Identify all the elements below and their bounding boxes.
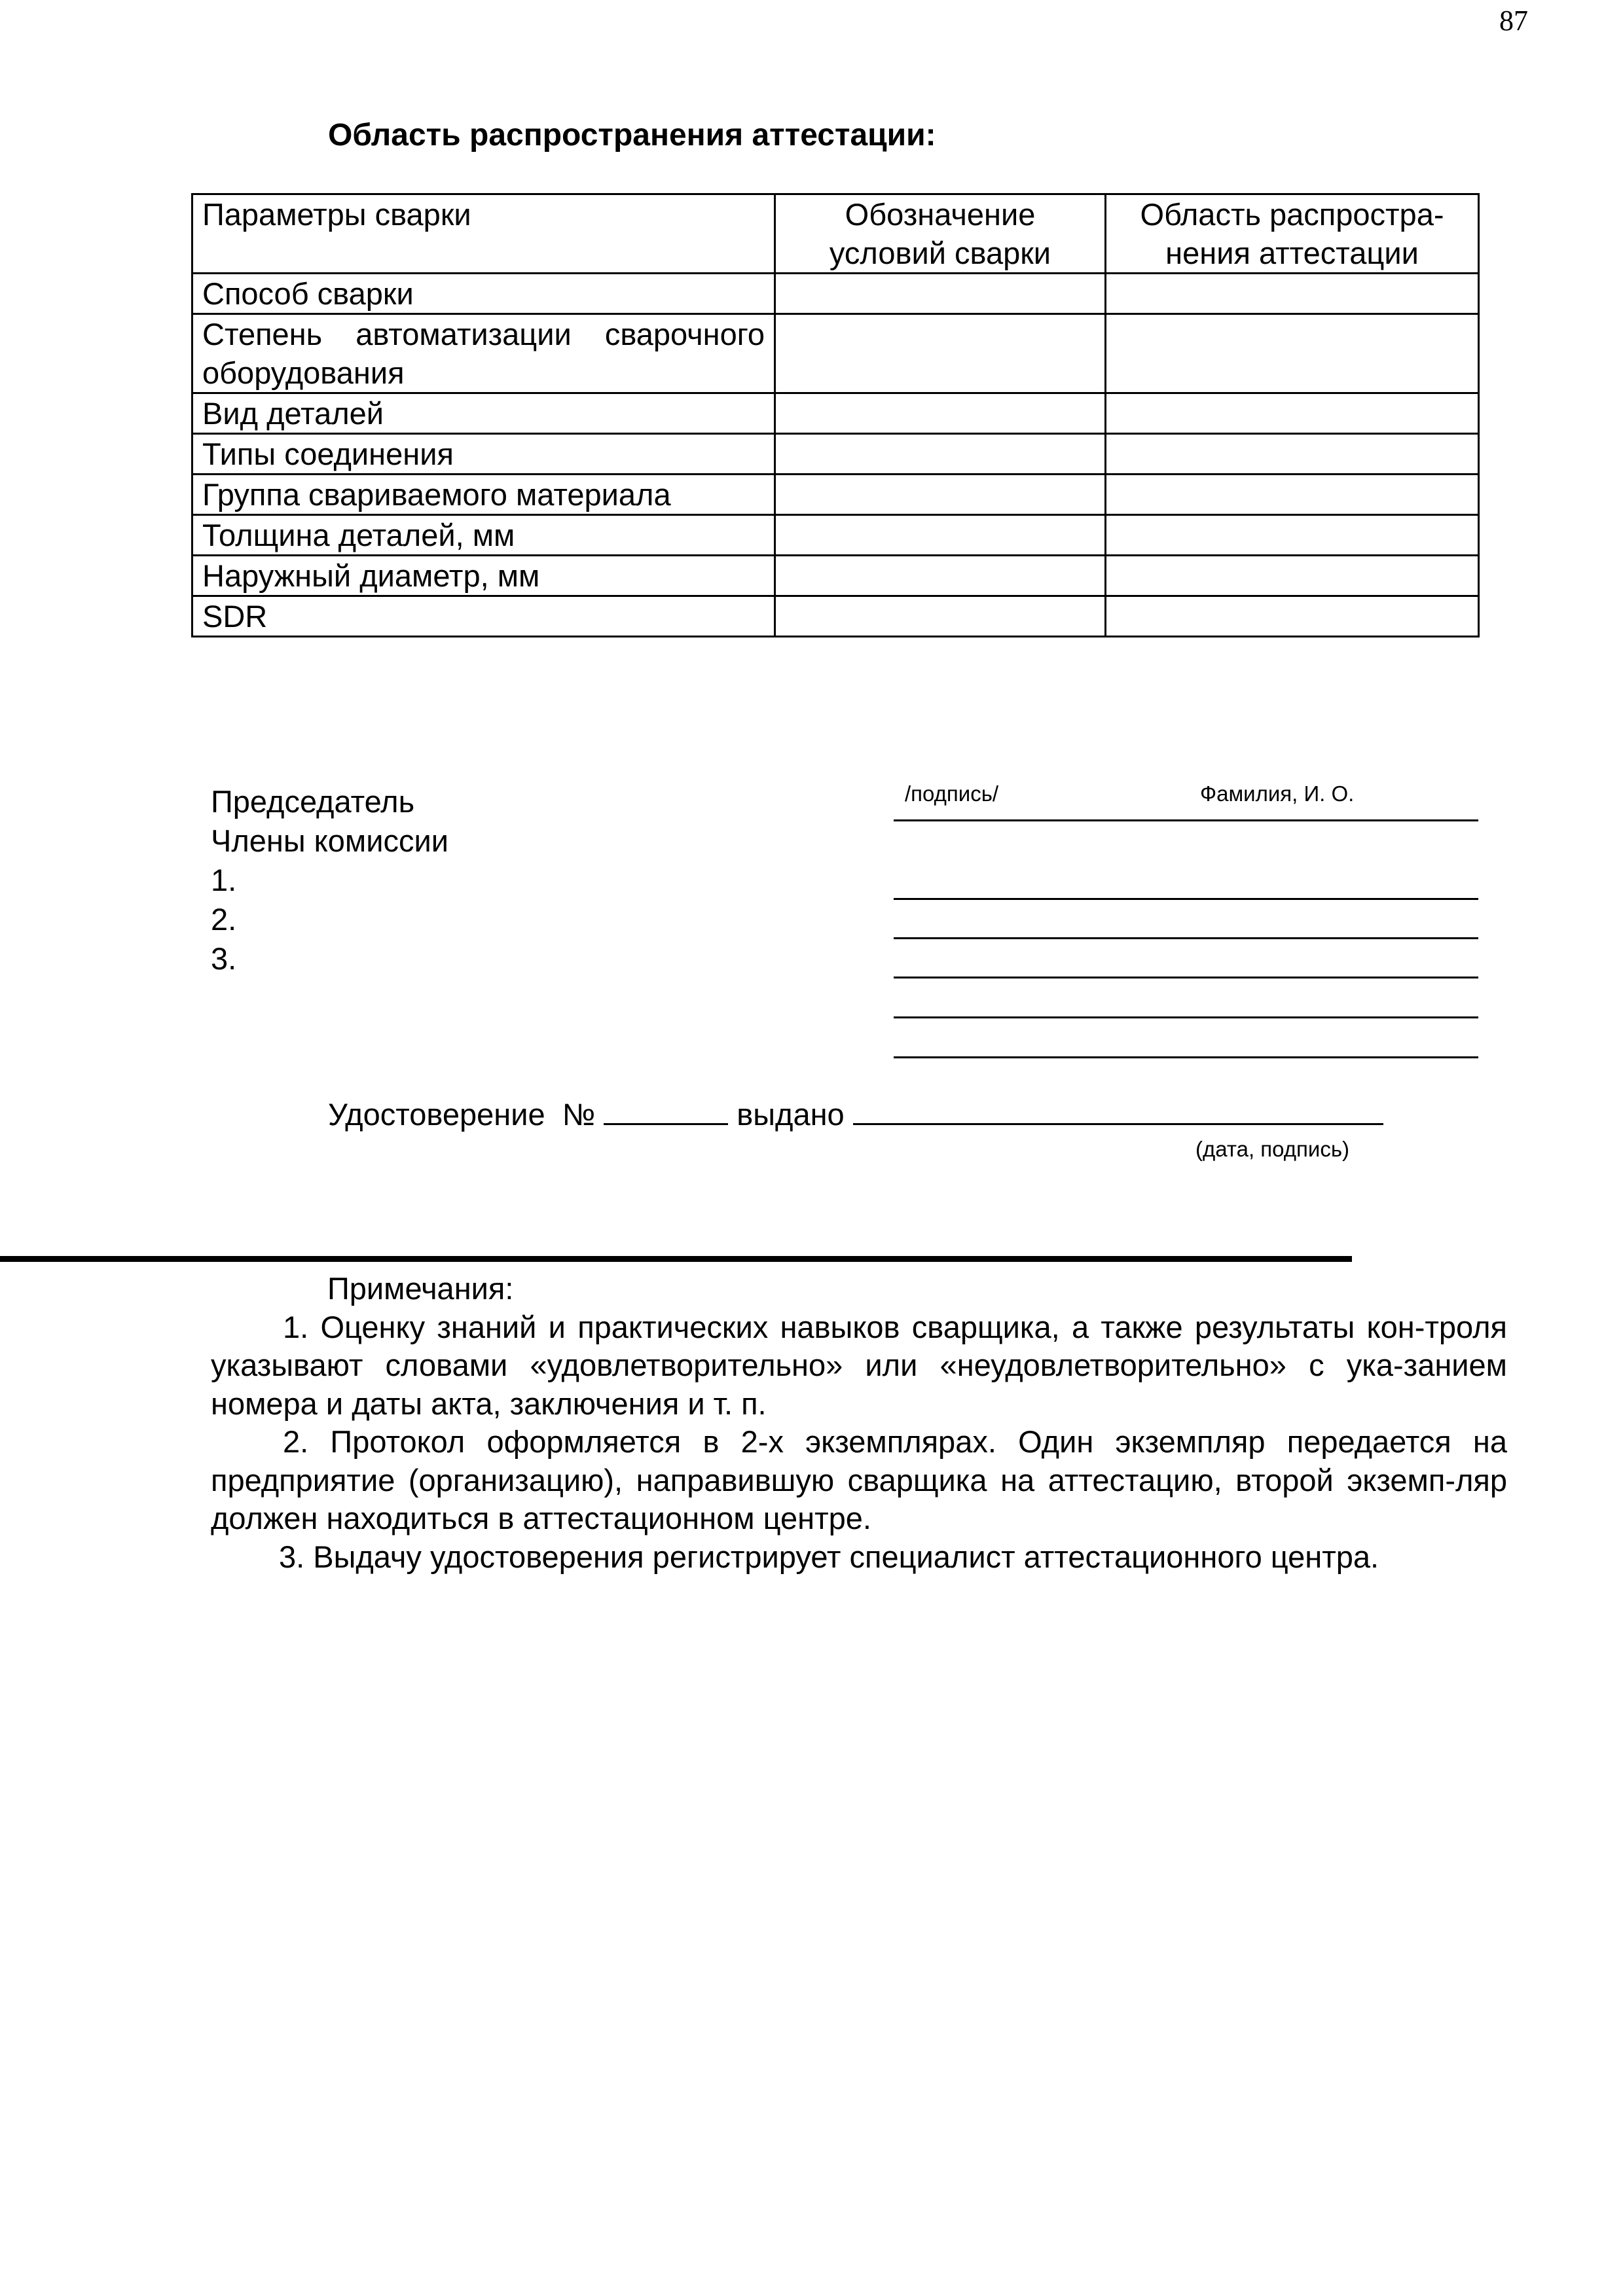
number-sign: №: [562, 1097, 596, 1132]
certificate-number-blank: [604, 1093, 728, 1125]
page-number: 87: [1499, 5, 1528, 37]
note-item-3: 3. Выдачу удостоверения регистрирует специалист аттестационного центра.: [279, 1539, 1379, 1574]
page-title: Область распространения аттестации:: [328, 118, 936, 152]
chairman-signature-line: [894, 819, 1478, 821]
designation-cell: [775, 596, 1106, 637]
scope-cell: [1106, 515, 1479, 556]
designation-cell: [775, 393, 1106, 434]
chairman-label: Председатель: [211, 784, 415, 819]
issued-blank: [853, 1093, 1383, 1125]
member-signature-line-5: [894, 1056, 1478, 1058]
header-parameters: Параметры сварки: [192, 194, 775, 274]
table-row: [192, 556, 1479, 596]
member-signature-line-2: [894, 937, 1478, 939]
member-signature-line-3: [894, 977, 1478, 978]
members-label: Члены комиссии: [211, 823, 448, 858]
designation-cell: [775, 556, 1106, 596]
designation-cell: [775, 314, 1106, 393]
table-row: [192, 434, 1479, 475]
designation-cell: [775, 475, 1106, 515]
scope-cell: [1106, 556, 1479, 596]
note-item-1: 1. Оценку знаний и практических навыков сварщика, а также результаты кон-троля указывают словами «удовлетворительно» или «неудовлетворительно» с ука-занием номера и даты акта, заключения и т. п.: [211, 1309, 1507, 1421]
table-row: [192, 515, 1479, 556]
param-name: Способ сварки: [192, 274, 775, 314]
table-row: [192, 314, 1479, 393]
signature-caption: /подпись/: [905, 781, 999, 806]
param-name: Вид деталей: [192, 393, 775, 434]
param-name: SDR: [192, 596, 775, 637]
certificate-label: Удостоверение: [328, 1097, 545, 1132]
param-name: Степень автоматизации сварочного оборудования: [192, 314, 775, 393]
member-number-1: 1.: [211, 863, 237, 897]
date-signature-caption: (дата, подпись): [1195, 1137, 1350, 1161]
scope-cell: [1106, 314, 1479, 393]
param-name: Толщина деталей, мм: [192, 515, 775, 556]
scope-cell: [1106, 475, 1479, 515]
table-row: [192, 475, 1479, 515]
table-row: [192, 596, 1479, 637]
param-name: Группа свариваемого материала: [192, 475, 775, 515]
scope-cell: [1106, 274, 1479, 314]
header-scope: Область распростра-нения аттестации: [1106, 194, 1479, 274]
separator-rule: [0, 1256, 1352, 1262]
name-caption: Фамилия, И. О.: [1200, 781, 1355, 806]
table-row: [192, 274, 1479, 314]
member-number-3: 3.: [211, 941, 237, 976]
notes-section: [211, 1270, 1507, 1576]
designation-cell: [775, 274, 1106, 314]
designation-cell: [775, 434, 1106, 475]
note-item-2: 2. Протокол оформляется в 2-х экземплярах. Один экземпляр передается на предприятие (организацию), направившую сварщика на аттестацию, второй экземп-ляр должен находиться в аттестационном центре.: [211, 1424, 1507, 1535]
member-signature-line-1: [894, 898, 1478, 900]
designation-cell: [775, 515, 1106, 556]
member-number-2: 2.: [211, 902, 237, 937]
scope-table: [191, 193, 1480, 637]
header-designation: Обозначение условий сварки: [775, 194, 1106, 274]
notes-heading: Примечания:: [327, 1271, 514, 1306]
param-name: Наружный диаметр, мм: [192, 556, 775, 596]
certificate-row: [328, 1093, 1383, 1136]
scope-cell: [1106, 596, 1479, 637]
param-name: Типы соединения: [192, 434, 775, 475]
table-row: [192, 393, 1479, 434]
table-header-row: [192, 194, 1479, 274]
issued-label: выдано: [737, 1097, 845, 1132]
scope-cell: [1106, 434, 1479, 475]
scope-cell: [1106, 393, 1479, 434]
member-signature-line-4: [894, 1016, 1478, 1018]
